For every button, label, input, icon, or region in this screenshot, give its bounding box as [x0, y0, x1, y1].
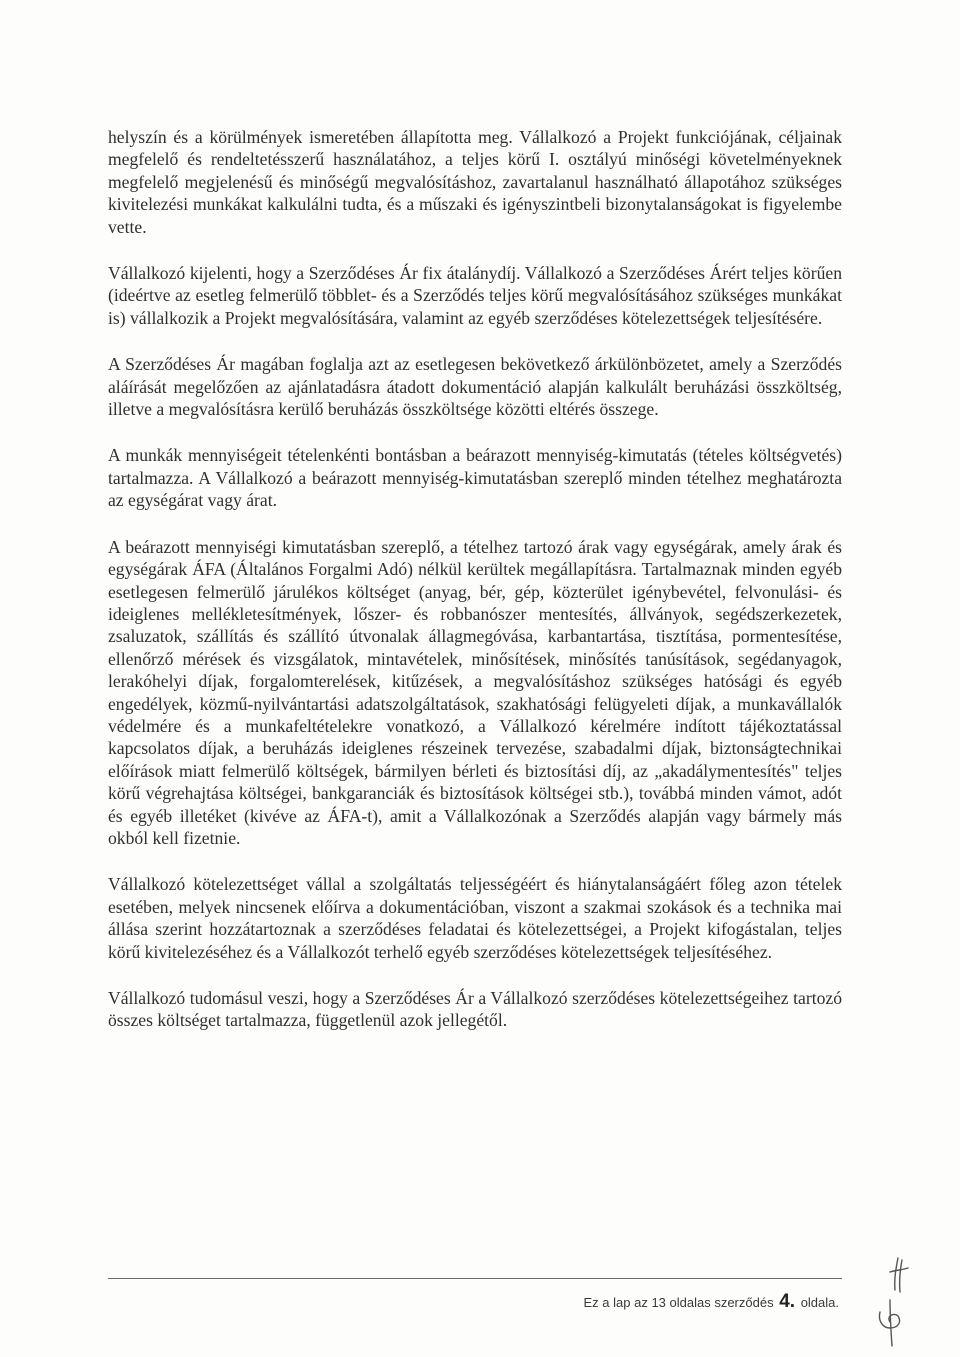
footer-prefix: Ez a lap az 13 oldalas szerződés — [583, 1295, 774, 1310]
paragraph: A Szerződéses Ár magában foglalja azt az esetlegesen bekövetkező árkülönbözetet, amely a Szerződés aláírását megelőzően az ajánlatadásra átadott dokumentáció alapján kalkulált beruházási összköltség, illetve a megvalósításra kerülő beruházás összköltsége közötti eltérés összege. — [108, 354, 842, 420]
footer-page-number: 4. — [779, 1291, 796, 1312]
handwritten-initials — [868, 1250, 918, 1350]
paragraph: Vállalkozó kijelenti, hogy a Szerződéses Ár fix átalánydíj. Vállalkozó a Szerződéses Árért teljes körűen (ideértve az esetleg felmerülő többlet- és a Szerződés teljes körű megvalósításához szükséges munkákat is) vállalkozik a Projekt megvalósítására, valamint az egyéb szerződéses kötelezettségek teljesítésére. — [108, 263, 842, 328]
page-footer — [584, 1291, 839, 1313]
paragraph: A beárazott mennyiségi kimutatásban szereplő, a tételhez tartozó árak vagy egységárak, amely árak és egységárak ÁFA (Általános Forgalmi Adó) nélkül kerültek megállapításra. Tartalmaznak minden egyéb esetlegesen felmerülő járulékos költséget (anyag, bér, gép, közterület igénybevétel, felvonulási- és ideiglenes mellékletesítmények, lőszer- és robbanószer mentesítés, állványok, segédszerkezetek, zsaluzatok, szállítás és szállító útvonalak állagmegóvása, karbantartása, tisztítása, pormentesítése, ellenőrző mérések és vizsgálatok, mintavételek, minősítések, minősítés tanúsítások, segédanyagok, lerakóhelyi díjak, forgalomterelések, kitűzések, a megvalósításhoz szükséges hatósági és egyéb engedélyek, közmű-nyilvántartási adatszolgáltatások, szakhatósági felügyeleti díjak, a munkavállalók védelmére és a munkafeltételekre vonatkozó, a Vállalkozó kérelmére indított tájékoztatással kapcsolatos díjak, a beruházás ideiglenes részeinek tervezése, szabadalmi díjak, biztonságtechnikai előírások miatt felmerülő költségek, bármilyen bérleti és biztosítási díj, az „akadálymentesítés" teljes körű végrehajtása költségei, bankgaranciák és biztosítások költségei stb.), továbbá minden vámot, adót és egyéb illetéket (kivéve az ÁFA-t), amit a Vállalkozónak a Szerződés alapján vagy bármely más okból kell fizetnie. — [108, 536, 842, 848]
paragraph: A munkák mennyiségeit tételenkénti bontásban a beárazott mennyiség-kimutatás (tételes költségvetés) tartalmazza. A Vállalkozó a beárazott mennyiség-kimutatásban szereplő minden tételhez meghatározta az egységárat vagy árat. — [108, 445, 842, 511]
footer-suffix: oldala. — [800, 1295, 839, 1310]
paragraph: Vállalkozó kötelezettséget vállal a szolgáltatás teljességéért és hiánytalanságáért főleg azon tételek esetében, melyek nincsenek előírva a dokumentációban, viszont a szakmai szokások és a technika mai állása szerint hozzátartoznak a szerződéses feladatai és kötelezettségei, a Projekt kifogástalan, teljes körű kivitelezéséhez és a Vállalkozót terhelő egyéb szerződéses kötelezettségek teljesítéséhez. — [108, 874, 842, 962]
footer-divider — [108, 1278, 842, 1279]
paragraph: Vállalkozó tudomásul veszi, hogy a Szerződéses Ár a Vállalkozó szerződéses kötelezettségeihez tartozó összes költséget tartalmazza, függetlenül azok jellegétől. — [108, 988, 842, 1031]
paragraph: helyszín és a körülmények ismeretében állapította meg. Vállalkozó a Projekt funkciójának, céljainak megfelelő és rendeltetésszerű használatához, a teljes körű I. osztályú minőségi követelményeknek megfelelő megjelenésű és minőségű megvalósításhoz, zavartalanul használható állapotához szükséges kivitelezési munkákat kalkulálni tudta, és a műszaki és igényszintbeli bizonytalanságokat is figyelembe vette. — [108, 127, 842, 237]
document-body — [108, 126, 842, 1056]
